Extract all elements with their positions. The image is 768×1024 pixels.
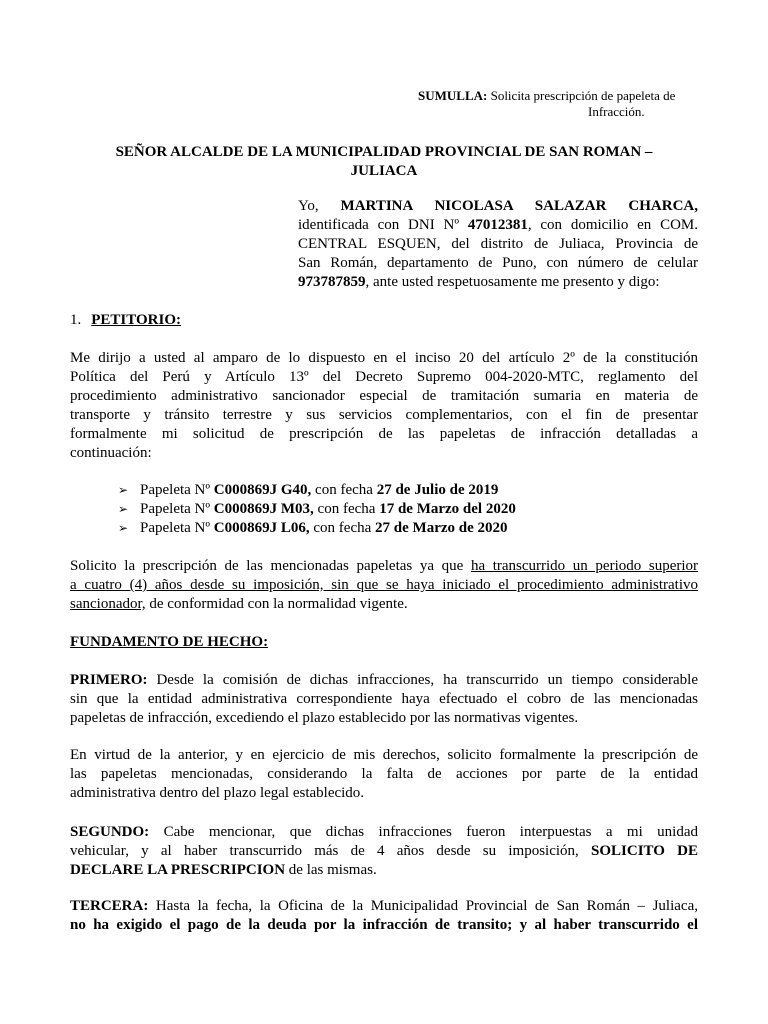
solicito-underlined-3: sancionador,: [70, 596, 146, 612]
segundo-label: SEGUNDO:: [70, 824, 150, 840]
intro-line-5-post: , ante usted respetuosamente me presento y digo:: [365, 274, 660, 290]
phone-number: 973787859: [298, 274, 366, 290]
papeletas-list: [118, 481, 678, 538]
arrow-bullet-icon: ➢: [118, 502, 129, 516]
primero-label: PRIMERO:: [70, 672, 148, 688]
applicant-name: MARTINA NICOLASA SALAZAR CHARCA,: [340, 198, 698, 214]
intro-line-3: CENTRAL ESQUEN, del distrito de Juliaca, Provincia de: [298, 236, 698, 252]
tercera-text-1: Hasta la fecha, la Oficina de la Municipalidad Provincial de San Román – Juliaca,: [155, 898, 698, 914]
sumulla-text-1: Solicita prescripción de papeleta de: [490, 88, 676, 103]
fundamento-title: FUNDAMENTO DE HECHO:: [70, 634, 269, 650]
sumulla-label: SUMULLA:: [418, 88, 488, 103]
solicito-paragraph: [70, 557, 698, 614]
segundo-bold-2: SOLICITO DE: [591, 843, 699, 859]
petitorio-line: procedimiento administrativo sancionador especial de tramitación sumaria en materia de: [70, 388, 698, 404]
addressee-line-2: JULIACA: [350, 163, 418, 179]
intro-line-2: [298, 216, 698, 235]
intro-id-post: , con domicilio en COM.: [527, 217, 698, 233]
intro-yo: Yo,: [298, 198, 319, 214]
petitorio-line: Política del Perú y Artículo 13º del Decreto Supremo 004-2020-MTC, reglamento del: [70, 369, 698, 385]
tercera-line-2: [70, 916, 698, 935]
fundamento-heading: [70, 633, 268, 652]
papeleta-date: 27 de Marzo de 2020: [375, 520, 508, 536]
list-item: [118, 500, 678, 519]
arrow-bullet-icon: ➢: [118, 521, 129, 535]
papeleta-code: C000869J M03,: [213, 501, 314, 517]
primero-paragraph: [70, 671, 698, 728]
solicito-post: de conformidad con la normalidad vigente.: [149, 596, 408, 612]
virtud-paragraph: [70, 746, 698, 803]
sumulla-text-2: Infracción.: [588, 104, 645, 119]
virtud-line-2: las papeletas mencionadas, considerando la falta de acciones por parte de la entidad: [70, 766, 698, 782]
solicito-underlined-2: a cuatro (4) años desde su imposición, sin que se haya iniciado el procedimiento administrativo: [70, 577, 698, 593]
petitorio-line: Me dirijo a usted al amparo de lo dispuesto en el inciso 20 del artículo 2º de la constitución: [70, 350, 698, 366]
primero-line-1: [70, 671, 698, 690]
segundo-text-2: vehicular, y al haber transcurrido más de 4 años desde su imposición,: [70, 843, 579, 859]
petitorio-line: transporte y tránsito terrestre y sus servicios complementarios, con el fin de presentar: [70, 407, 698, 423]
intro-block: [298, 197, 698, 292]
intro-line-4: San Román, departamento de Puno, con número de celular: [298, 255, 698, 271]
petitorio-paragraph: [70, 349, 698, 463]
segundo-bold-3: DECLARE LA PRESCRIPCION: [70, 862, 286, 878]
segundo-line-1: [70, 823, 698, 842]
petitorio-line: formalmente mi solicitud de prescripción de las papeletas de infracción detalladas a: [70, 426, 698, 442]
segundo-line-3: [70, 861, 698, 880]
arrow-bullet-icon: ➢: [118, 483, 129, 497]
addressee-line-1: SEÑOR ALCALDE DE LA MUNICIPALIDAD PROVINCIAL DE SAN ROMAN –: [115, 144, 653, 160]
solicito-pre: Solicito la prescripción de las mencionadas papeletas ya que: [70, 558, 464, 574]
list-item: [118, 481, 678, 500]
sumulla-line-1: [418, 88, 708, 104]
item-pre: Papeleta Nº: [140, 482, 211, 498]
petitorio-heading: [70, 311, 181, 330]
segundo-text-3: de las mismas.: [288, 862, 377, 878]
primero-line-3: papeletas de infracción, excediendo el plazo establecido por las normativas vigentes.: [70, 710, 579, 726]
virtud-line-3: administrativa dentro del plazo legal establecido.: [70, 785, 365, 801]
solicito-line-1: [70, 557, 698, 576]
intro-line-1: [298, 197, 698, 216]
petitorio-line: continuación:: [70, 445, 152, 461]
virtud-line-1: En virtud de la anterior, y en ejercicio de mis derechos, solicito formalmente la prescripción de: [70, 747, 698, 763]
papeleta-code: C000869J G40,: [213, 482, 312, 498]
item-mid: con fecha: [317, 501, 376, 517]
tercera-bold-2: no ha exigido el pago de la deuda por la infracción de transito; y al haber transcurrido el: [70, 917, 698, 933]
tercera-label: TERCERA:: [70, 898, 149, 914]
segundo-paragraph: [70, 823, 698, 880]
segundo-line-2: [70, 842, 698, 861]
item-pre: Papeleta Nº: [140, 520, 211, 536]
solicito-underlined-1: ha transcurrido un periodo superior: [470, 558, 699, 574]
intro-id-pre: identificada con DNI Nº: [298, 217, 459, 233]
list-item: [118, 519, 678, 538]
intro-line-5: [298, 273, 698, 292]
solicito-line-2: [70, 576, 698, 595]
item-pre: Papeleta Nº: [140, 501, 211, 517]
sumulla-block: [418, 88, 708, 120]
petitorio-number: 1.: [70, 312, 82, 328]
solicito-line-3: [70, 595, 698, 614]
tercera-paragraph: [70, 897, 698, 935]
primero-line-2: sin que la entidad administrativa correspondiente haya efectuado el cobro de las mencionadas: [70, 691, 698, 707]
dni-number: 47012381: [467, 217, 528, 233]
papeleta-date: 17 de Marzo del 2020: [379, 501, 516, 517]
tercera-line-1: [70, 897, 698, 916]
primero-text-1: Desde la comisión de dichas infracciones, ha transcurrido un tiempo considerable: [156, 672, 699, 688]
papeleta-date: 27 de Julio de 2019: [376, 482, 499, 498]
segundo-text-1: Cabe mencionar, que dichas infracciones fueron interpuestas a mi unidad: [163, 824, 699, 840]
item-mid: con fecha: [313, 520, 372, 536]
papeleta-code: C000869J L06,: [213, 520, 310, 536]
item-mid: con fecha: [315, 482, 373, 498]
petitorio-title: PETITORIO:: [91, 312, 181, 328]
sumulla-line-2: [418, 104, 708, 120]
addressee-heading: [70, 143, 698, 181]
